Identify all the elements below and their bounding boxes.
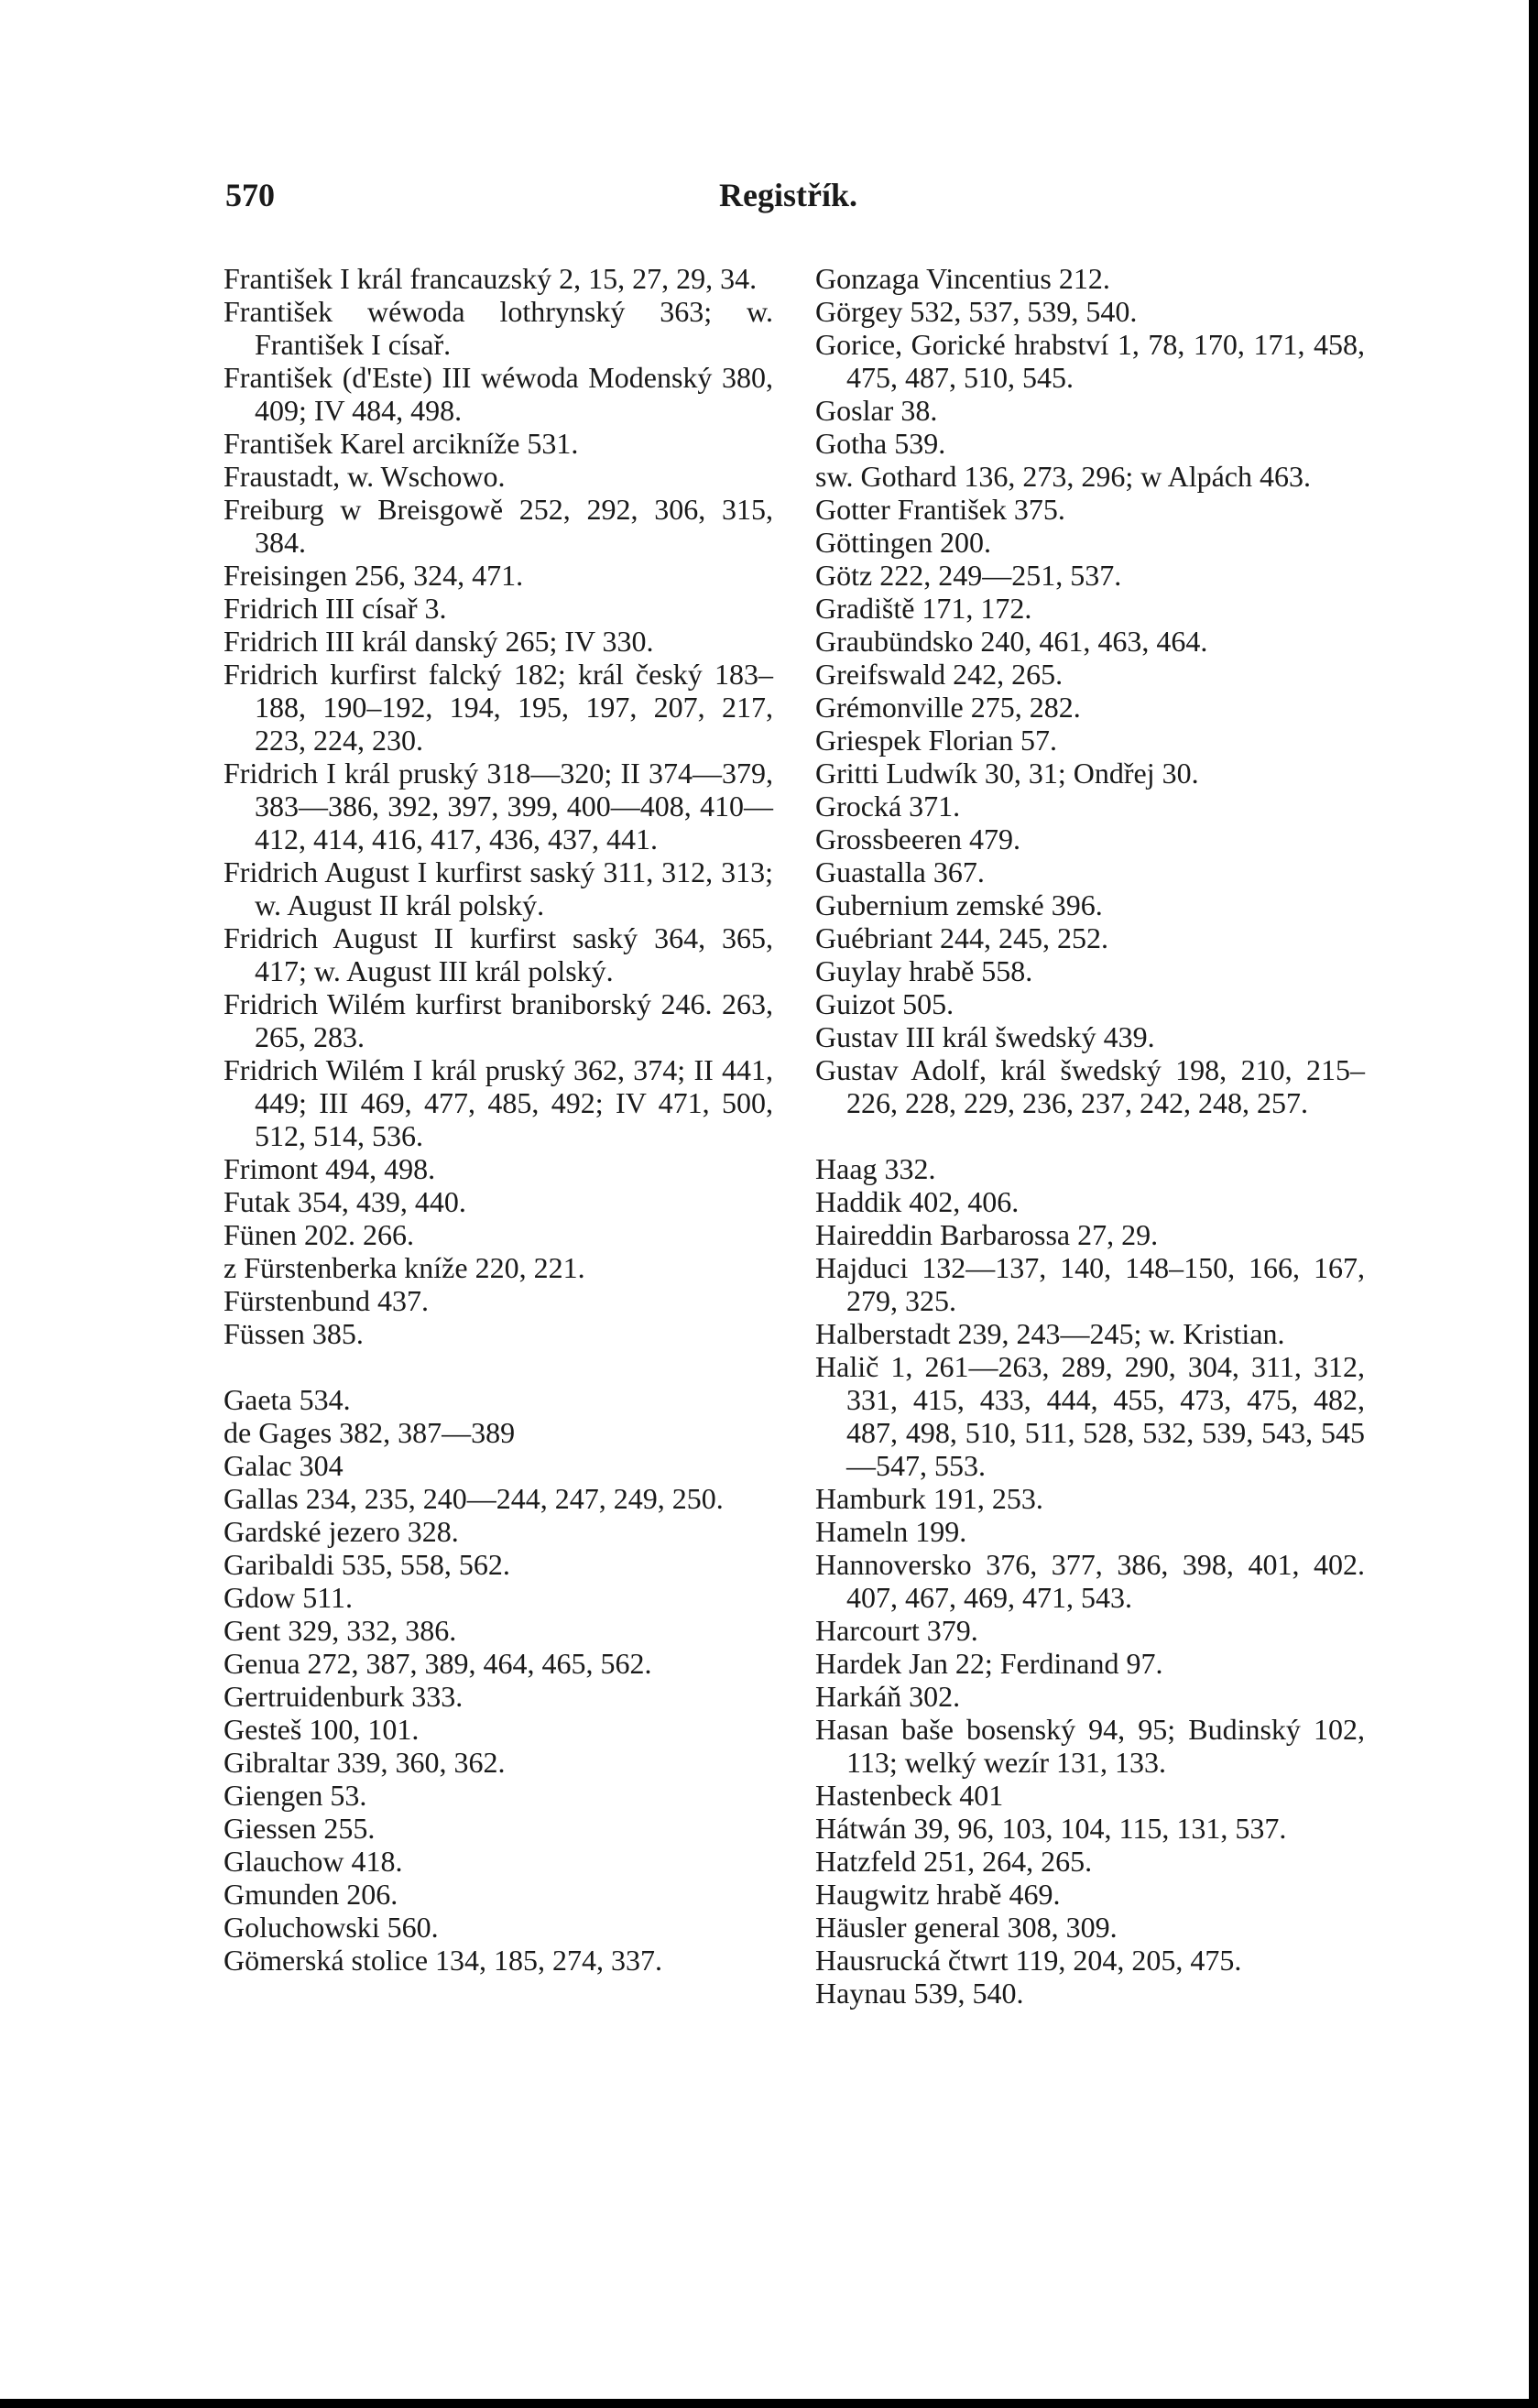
index-entry: Fridrich August I kurfirst saský 311, 312, 313; w. August II král polský. (224, 855, 773, 921)
index-column-right (815, 262, 1365, 2010)
index-entry: Görgey 532, 537, 539, 540. (815, 295, 1138, 328)
index-entry: Gradiště 171, 172. (815, 592, 1032, 625)
index-entry: Goluchowski 560. (224, 1911, 439, 1944)
index-entry: Greifswald 242, 265. (815, 658, 1064, 691)
index-entry: Fürstenbund 437. (224, 1284, 429, 1317)
letter-section-gap (224, 1350, 773, 1383)
index-entry: František wéwoda lothrynský 363; w. František I císař. (224, 295, 773, 361)
index-entry: František I král francauzský 2, 15, 27, 29, 34. (224, 262, 758, 295)
index-entry: Fridrich III král danský 265; IV 330. (224, 625, 654, 658)
index-entry: Füssen 385. (224, 1317, 364, 1350)
index-entry: Fridrich Wilém kurfirst braniborský 246. 263, 265, 283. (224, 987, 773, 1053)
index-entry: Goslar 38. (815, 394, 938, 427)
index-entry: Gaeta 534. (224, 1383, 351, 1416)
index-entry: František (d'Este) III wéwoda Modenský 380, 409; IV 484, 498. (224, 361, 773, 427)
index-entry: Guastalla 367. (815, 855, 985, 888)
index-entry: Gustav Adolf, král šwedský 198, 210, 215–226, 228, 229, 236, 237, 242, 248, 257. (815, 1053, 1365, 1119)
index-entry: Gmunden 206. (224, 1878, 398, 1911)
index-entry: Freiburg w Breisgowě 252, 292, 306, 315, 384. (224, 493, 773, 559)
index-entry: Göttingen 200. (815, 526, 991, 559)
page-edge-right (1529, 0, 1538, 2408)
index-entry: Grocká 371. (815, 790, 961, 823)
index-entry: Haag 332. (815, 1152, 936, 1185)
index-entry: Hardek Jan 22; Ferdinand 97. (815, 1647, 1163, 1680)
index-entry: Gömerská stolice 134, 185, 274, 337. (224, 1944, 663, 1977)
index-entry: Fraustadt, w. Wschowo. (224, 460, 506, 493)
page-number: 570 (225, 177, 275, 213)
index-entry: Garibaldi 535, 558, 562. (224, 1548, 510, 1581)
index-column-left (224, 262, 773, 1977)
index-entry: Harkáň 302. (815, 1680, 961, 1713)
index-entry: Guizot 505. (815, 987, 954, 1020)
letter-section-gap (815, 1119, 1365, 1152)
index-entry: Grémonville 275, 282. (815, 691, 1081, 724)
index-entry: Hamburk 191, 253. (815, 1482, 1043, 1515)
index-entry: de Gages 382, 387—389 (224, 1416, 516, 1449)
running-head: Registřík. (719, 177, 857, 213)
index-entry: Gritti Ludwík 30, 31; Ondřej 30. (815, 757, 1199, 790)
index-entry: Hausrucká čtwrt 119, 204, 205, 475. (815, 1944, 1242, 1977)
index-entry: Gotha 539. (815, 427, 946, 460)
index-entry: Hajduci 132—137, 140, 148–150, 166, 167, 279, 325. (815, 1251, 1365, 1317)
index-entry: Fridrich kurfirst falcký 182; král český 183–188, 190–192, 194, 195, 197, 207, 217, 223, 224, 230. (224, 658, 773, 757)
index-entry: Gent 329, 332, 386. (224, 1614, 457, 1647)
index-entry: Gesteš 100, 101. (224, 1713, 420, 1746)
index-entry: Guylay hrabě 558. (815, 954, 1033, 987)
index-entry: Hátwán 39, 96, 103, 104, 115, 131, 537. (815, 1812, 1287, 1845)
page-edge-bottom (0, 2399, 1538, 2408)
index-entry: Haireddin Barbarossa 27, 29. (815, 1218, 1159, 1251)
index-entry: Giengen 53. (224, 1779, 367, 1812)
index-entry: Haddik 402, 406. (815, 1185, 1020, 1218)
index-entry: Gorice, Gorické hrabství 1, 78, 170, 171, 458, 475, 487, 510, 545. (815, 328, 1365, 394)
index-entry: Hasan baše bosenský 94, 95; Budinský 102, 113; welký wezír 131, 133. (815, 1713, 1365, 1779)
index-entry: Halič 1, 261—263, 289, 290, 304, 311, 312, 331, 415, 433, 444, 455, 473, 475, 482, 487, 498, 510, 511, 528, 532, 539, 543, 545—547, 553. (815, 1350, 1365, 1482)
index-entry: Genua 272, 387, 389, 464, 465, 562. (224, 1647, 652, 1680)
index-entry: Hameln 199. (815, 1515, 967, 1548)
index-entry: Gdow 511. (224, 1581, 354, 1614)
index-entry: Halberstadt 239, 243—245; w. Kristian. (815, 1317, 1285, 1350)
index-entry: Hannoversko 376, 377, 386, 398, 401, 402. 407, 467, 469, 471, 543. (815, 1548, 1365, 1614)
index-entry: Gonzaga Vincentius 212. (815, 262, 1110, 295)
index-entry: František Karel arcikníže 531. (224, 427, 579, 460)
index-entry: Fridrich III císař 3. (224, 592, 447, 625)
index-entry: Harcourt 379. (815, 1614, 978, 1647)
index-entry: Gallas 234, 235, 240—244, 247, 249, 250. (224, 1482, 724, 1515)
index-entry: Gustav III král šwedský 439. (815, 1020, 1155, 1053)
index-entry: Gotter František 375. (815, 493, 1065, 526)
index-entry: Guébriant 244, 245, 252. (815, 921, 1108, 954)
index-entry: Frimont 494, 498. (224, 1152, 436, 1185)
index-entry: Griespek Florian 57. (815, 724, 1057, 757)
index-entry: Götz 222, 249—251, 537. (815, 559, 1122, 592)
index-entry: Haugwitz hrabě 469. (815, 1878, 1061, 1911)
index-entry: Gertruidenburk 333. (224, 1680, 464, 1713)
index-entry: Galac 304 (224, 1449, 344, 1482)
index-entry: Grossbeeren 479. (815, 823, 1020, 855)
index-entry: Futak 354, 439, 440. (224, 1185, 466, 1218)
index-entry: Fridrich August II kurfirst saský 364, 365, 417; w. August III král polský. (224, 921, 773, 987)
index-entry: Freisingen 256, 324, 471. (224, 559, 524, 592)
index-entry: Häusler general 308, 309. (815, 1911, 1118, 1944)
index-entry: Graubündsko 240, 461, 463, 464. (815, 625, 1208, 658)
index-entry: Hatzfeld 251, 264, 265. (815, 1845, 1093, 1878)
index-entry: Fridrich I král pruský 318—320; II 374—379, 383—386, 392, 397, 399, 400—408, 410—412, 414, 416, 417, 436, 437, 441. (224, 757, 773, 855)
index-entry: Glauchow 418. (224, 1845, 403, 1878)
index-entry: Giessen 255. (224, 1812, 376, 1845)
index-entry: z Fürstenberka kníže 220, 221. (224, 1251, 585, 1284)
index-entry: Fünen 202. 266. (224, 1218, 414, 1251)
index-entry: Haynau 539, 540. (815, 1977, 1024, 2010)
index-entry: Gubernium zemské 396. (815, 888, 1103, 921)
index-entry: Gibraltar 339, 360, 362. (224, 1746, 506, 1779)
index-entry: Hastenbeck 401 (815, 1779, 1004, 1812)
index-entry: sw. Gothard 136, 273, 296; w Alpách 463. (815, 460, 1311, 493)
index-entry: Fridrich Wilém I král pruský 362, 374; II 441, 449; III 469, 477, 485, 492; IV 471, 500, 512, 514, 536. (224, 1053, 773, 1152)
index-entry: Gardské jezero 328. (224, 1515, 459, 1548)
